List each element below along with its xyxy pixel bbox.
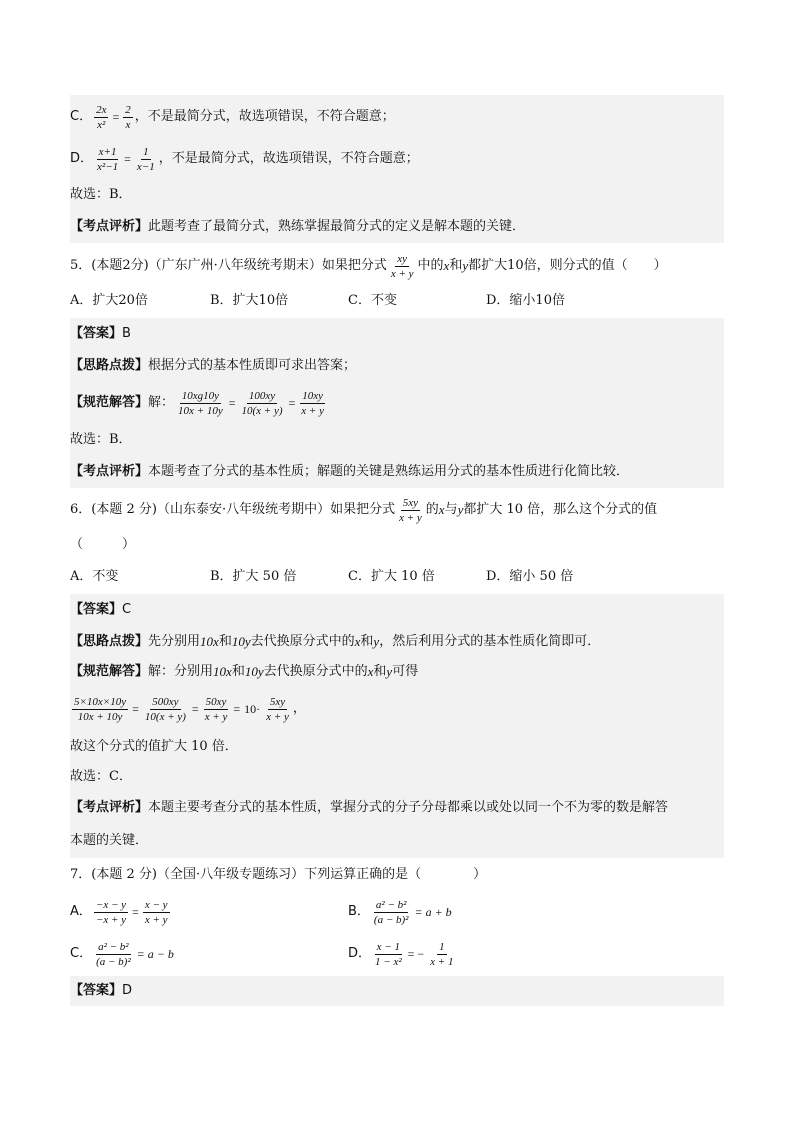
- q6-review-cont: [70, 824, 724, 858]
- option-d-line: [70, 139, 724, 179]
- equals-sign: =: [112, 110, 120, 124]
- solution-prefix: 解：: [148, 395, 175, 410]
- review-tag: 【考点评析】: [70, 800, 149, 815]
- q6-solution: [70, 658, 724, 686]
- q5-review: [70, 456, 724, 488]
- q5-stem-a: 5．(本题2分)（广东广州·八年级统考期末）如果把分式: [70, 258, 387, 273]
- option-prefix: D．: [348, 946, 372, 961]
- q5-hint: [70, 350, 724, 382]
- fraction-d-left: $\frac{x+1}{\text{x²−1}}$: [97, 145, 119, 173]
- q7-options-row1: [70, 893, 724, 931]
- var-x: x: [443, 258, 450, 273]
- review-text: 本题考查了分式的基本性质；解题的关键是熟练运用分式的基本性质进行化简比较．: [148, 464, 630, 479]
- q6-eq-frac-3: $\frac{50xy}{x + y}$: [204, 695, 228, 723]
- q6-hint: [70, 626, 724, 658]
- q6-options: [70, 566, 724, 588]
- review-text: 此题考查了最简分式，熟练掌握最简分式的定义是解本题的关键．: [148, 219, 526, 234]
- q6-stem: [70, 492, 724, 528]
- review-text: 本题主要考查分式的基本性质，掌握分式的分子分母都乘以或处以同一个不为零的数是解答: [148, 800, 669, 815]
- var-y: y: [373, 634, 380, 649]
- q5-solution-frac-1: $\frac{10xg10y}{10x + 10y}$: [178, 389, 223, 417]
- q5-stem: [70, 248, 724, 284]
- q5-answer: [70, 318, 724, 350]
- q7-d-frac-1: $\frac{x - 1}{\text{1 − x²}}$: [375, 940, 402, 968]
- q6-option-b: B．扩大 50 倍: [210, 569, 297, 584]
- solution-tag: 【规范解答】: [70, 395, 149, 410]
- expr-10y: 10y: [244, 664, 264, 679]
- q7-b-frac: $\frac{\text{a² − b²}}{\text{(a − b)²}}$: [373, 898, 409, 926]
- q6-answer: [70, 594, 724, 626]
- q7-stem-text: 7．(本题 2 分)（全国·八年级专题练习）下列运算正确的是（ ）: [70, 867, 487, 882]
- q6-option-a: A．不变: [70, 569, 119, 584]
- q7-stem: [70, 864, 724, 886]
- hint-tag: 【思路点拨】: [70, 634, 149, 649]
- conclusion-text: 故这个分式的值扩大 10 倍．: [70, 739, 238, 754]
- equals-sign: =: [132, 702, 139, 716]
- comma: ，: [292, 701, 306, 716]
- q6-stem-b: 的: [425, 502, 439, 517]
- q5-choose: [70, 424, 724, 456]
- q7-d-frac-2: $\frac{1}{x + 1}$: [430, 940, 454, 968]
- q6-stem-a: 6．(本题 2 分)（山东泰安·八年级统考期中）如果把分式: [70, 502, 396, 517]
- option-d-prefix: D．: [70, 151, 94, 166]
- q6-option-c: C．扩大 10 倍: [348, 569, 435, 584]
- q5-and: 和: [449, 258, 463, 273]
- q5-option-b: B．扩大10倍: [210, 293, 289, 308]
- answer-tag: 【答案】: [70, 326, 123, 341]
- q7-c-frac: $\frac{\text{a² − b²}}{\text{(a − b)²}}$: [96, 940, 131, 968]
- q7-option-c: [70, 941, 176, 968]
- q6-eq-frac-4: $\frac{5xy}{x + y}$: [266, 695, 289, 723]
- option-prefix: C．: [70, 946, 93, 961]
- answer-value: B: [122, 326, 131, 341]
- fraction-c-right: $\frac{2}{x}$: [125, 103, 131, 131]
- q6-review: [70, 792, 724, 824]
- q5-option-c: C．不变: [348, 293, 397, 308]
- equals-sign: =: [228, 396, 236, 410]
- q6-fraction: $\frac{5xy}{x + y}$: [399, 496, 422, 524]
- q5-stem-b: 中的: [417, 258, 444, 273]
- equals-sign: = −: [407, 947, 425, 961]
- rhs: = a + b: [414, 905, 452, 919]
- answer-value: D: [122, 983, 133, 998]
- q6-eq-frac-1: $\frac{5\times 10x\times 10y}{10x + 10y}$: [74, 695, 127, 723]
- review-line: [70, 211, 724, 243]
- hint-text: 根据分式的基本性质即可求出答案；: [148, 358, 357, 373]
- q6-paren-line: [70, 534, 724, 556]
- q6-stem-c: 都扩大 10 倍，那么这个分式的值: [463, 502, 658, 517]
- review-tag: 【考点评析】: [70, 464, 149, 479]
- equals-sign: =: [124, 152, 131, 166]
- expr-10y: 10y: [231, 634, 251, 649]
- q7-a-frac-2: $\frac{x - y}{x + y}$: [144, 898, 168, 926]
- solution-text: 和: [373, 664, 387, 679]
- hint-tag: 【思路点拨】: [70, 358, 149, 373]
- choose-line: [70, 179, 724, 211]
- q7-a-frac-1: $\frac{-x - y}{-x + y}$: [95, 898, 127, 926]
- option-prefix: A．: [70, 904, 92, 919]
- answer-tag: 【答案】: [70, 983, 123, 998]
- q5-solution-frac-3: $\frac{10xy}{x + y}$: [301, 389, 324, 417]
- var-y: y: [462, 258, 469, 273]
- equals-sign: =: [288, 396, 296, 410]
- option-c-prefix: C．: [70, 109, 93, 124]
- hint-text: 先分别用: [148, 634, 201, 649]
- hint-text: ，然后利用分式的基本性质化简即可．: [379, 634, 601, 649]
- multiplier: 10·: [244, 702, 261, 716]
- solution-text: 解：分别用: [148, 664, 214, 679]
- q6-choose: [70, 762, 724, 792]
- equals-sign: =: [191, 702, 199, 716]
- q6-with: 与: [444, 502, 458, 517]
- choose-text: 故选：B．: [70, 187, 132, 202]
- hint-text: 去代换原分式中的: [250, 634, 355, 649]
- var-y: y: [386, 664, 393, 679]
- rhs: = a − b: [136, 947, 174, 961]
- q6-paren: （ ）: [70, 537, 136, 552]
- var-x: x: [438, 502, 445, 517]
- q5-solution-frac-2: $\frac{100xy}{10(x + y)}$: [241, 389, 283, 417]
- choose-text: 故选：C．: [70, 769, 132, 784]
- q5-solution: [70, 382, 724, 424]
- var-x: x: [367, 664, 374, 679]
- q6-option-d: D．缩小 50 倍: [486, 569, 574, 584]
- equals-sign: =: [233, 702, 241, 716]
- option-c-text: ，不是最简分式，故选项错误，不符合题意；: [134, 109, 395, 124]
- fraction-c-left: $\frac{2x}{\text{x²}}$: [96, 103, 107, 131]
- q7-option-d: [348, 941, 457, 968]
- q7-option-a: [70, 899, 172, 926]
- answer-value: C: [122, 602, 132, 617]
- answer-tag: 【答案】: [70, 602, 123, 617]
- q5-fraction: $\frac{xy}{x + y}$: [390, 252, 414, 280]
- q5-option-a: A．扩大20倍: [70, 293, 148, 308]
- equals-sign: =: [132, 905, 139, 919]
- q6-eq-frac-2: $\frac{500xy}{10(x + y)}$: [144, 695, 186, 723]
- fraction-d-right: $\frac{1}{x-1}$: [136, 145, 155, 173]
- hint-text: 和: [218, 634, 232, 649]
- review-text: 本题的关键．: [70, 833, 149, 848]
- q5-option-d: D．缩小10倍: [486, 293, 565, 308]
- solution-tag: 【规范解答】: [70, 664, 149, 679]
- expr-10x: 10x: [200, 634, 219, 649]
- q5-options: [70, 290, 724, 312]
- expr-10x: 10x: [213, 664, 232, 679]
- option-d-text: ，不是最简分式，故选项错误，不符合题意；: [158, 151, 419, 166]
- solution-text: 和: [231, 664, 245, 679]
- solution-text: 可得: [392, 664, 419, 679]
- var-y: y: [457, 502, 464, 517]
- review-tag: 【考点评析】: [70, 219, 149, 234]
- option-c-line: [70, 95, 724, 139]
- var-x: x: [354, 634, 361, 649]
- q7-option-b: [348, 899, 454, 926]
- solution-text: 去代换原分式中的: [263, 664, 368, 679]
- q5-stem-c: 都扩大10倍，则分式的值（ ）: [468, 258, 667, 273]
- hint-text: 和: [360, 634, 374, 649]
- q7-options-row2: [70, 935, 724, 973]
- choose-text: 故选：B．: [70, 432, 132, 447]
- option-prefix: B．: [348, 904, 370, 919]
- q7-answer: [70, 976, 724, 1006]
- q6-equation: [70, 686, 724, 732]
- q6-conclusion: [70, 732, 724, 762]
